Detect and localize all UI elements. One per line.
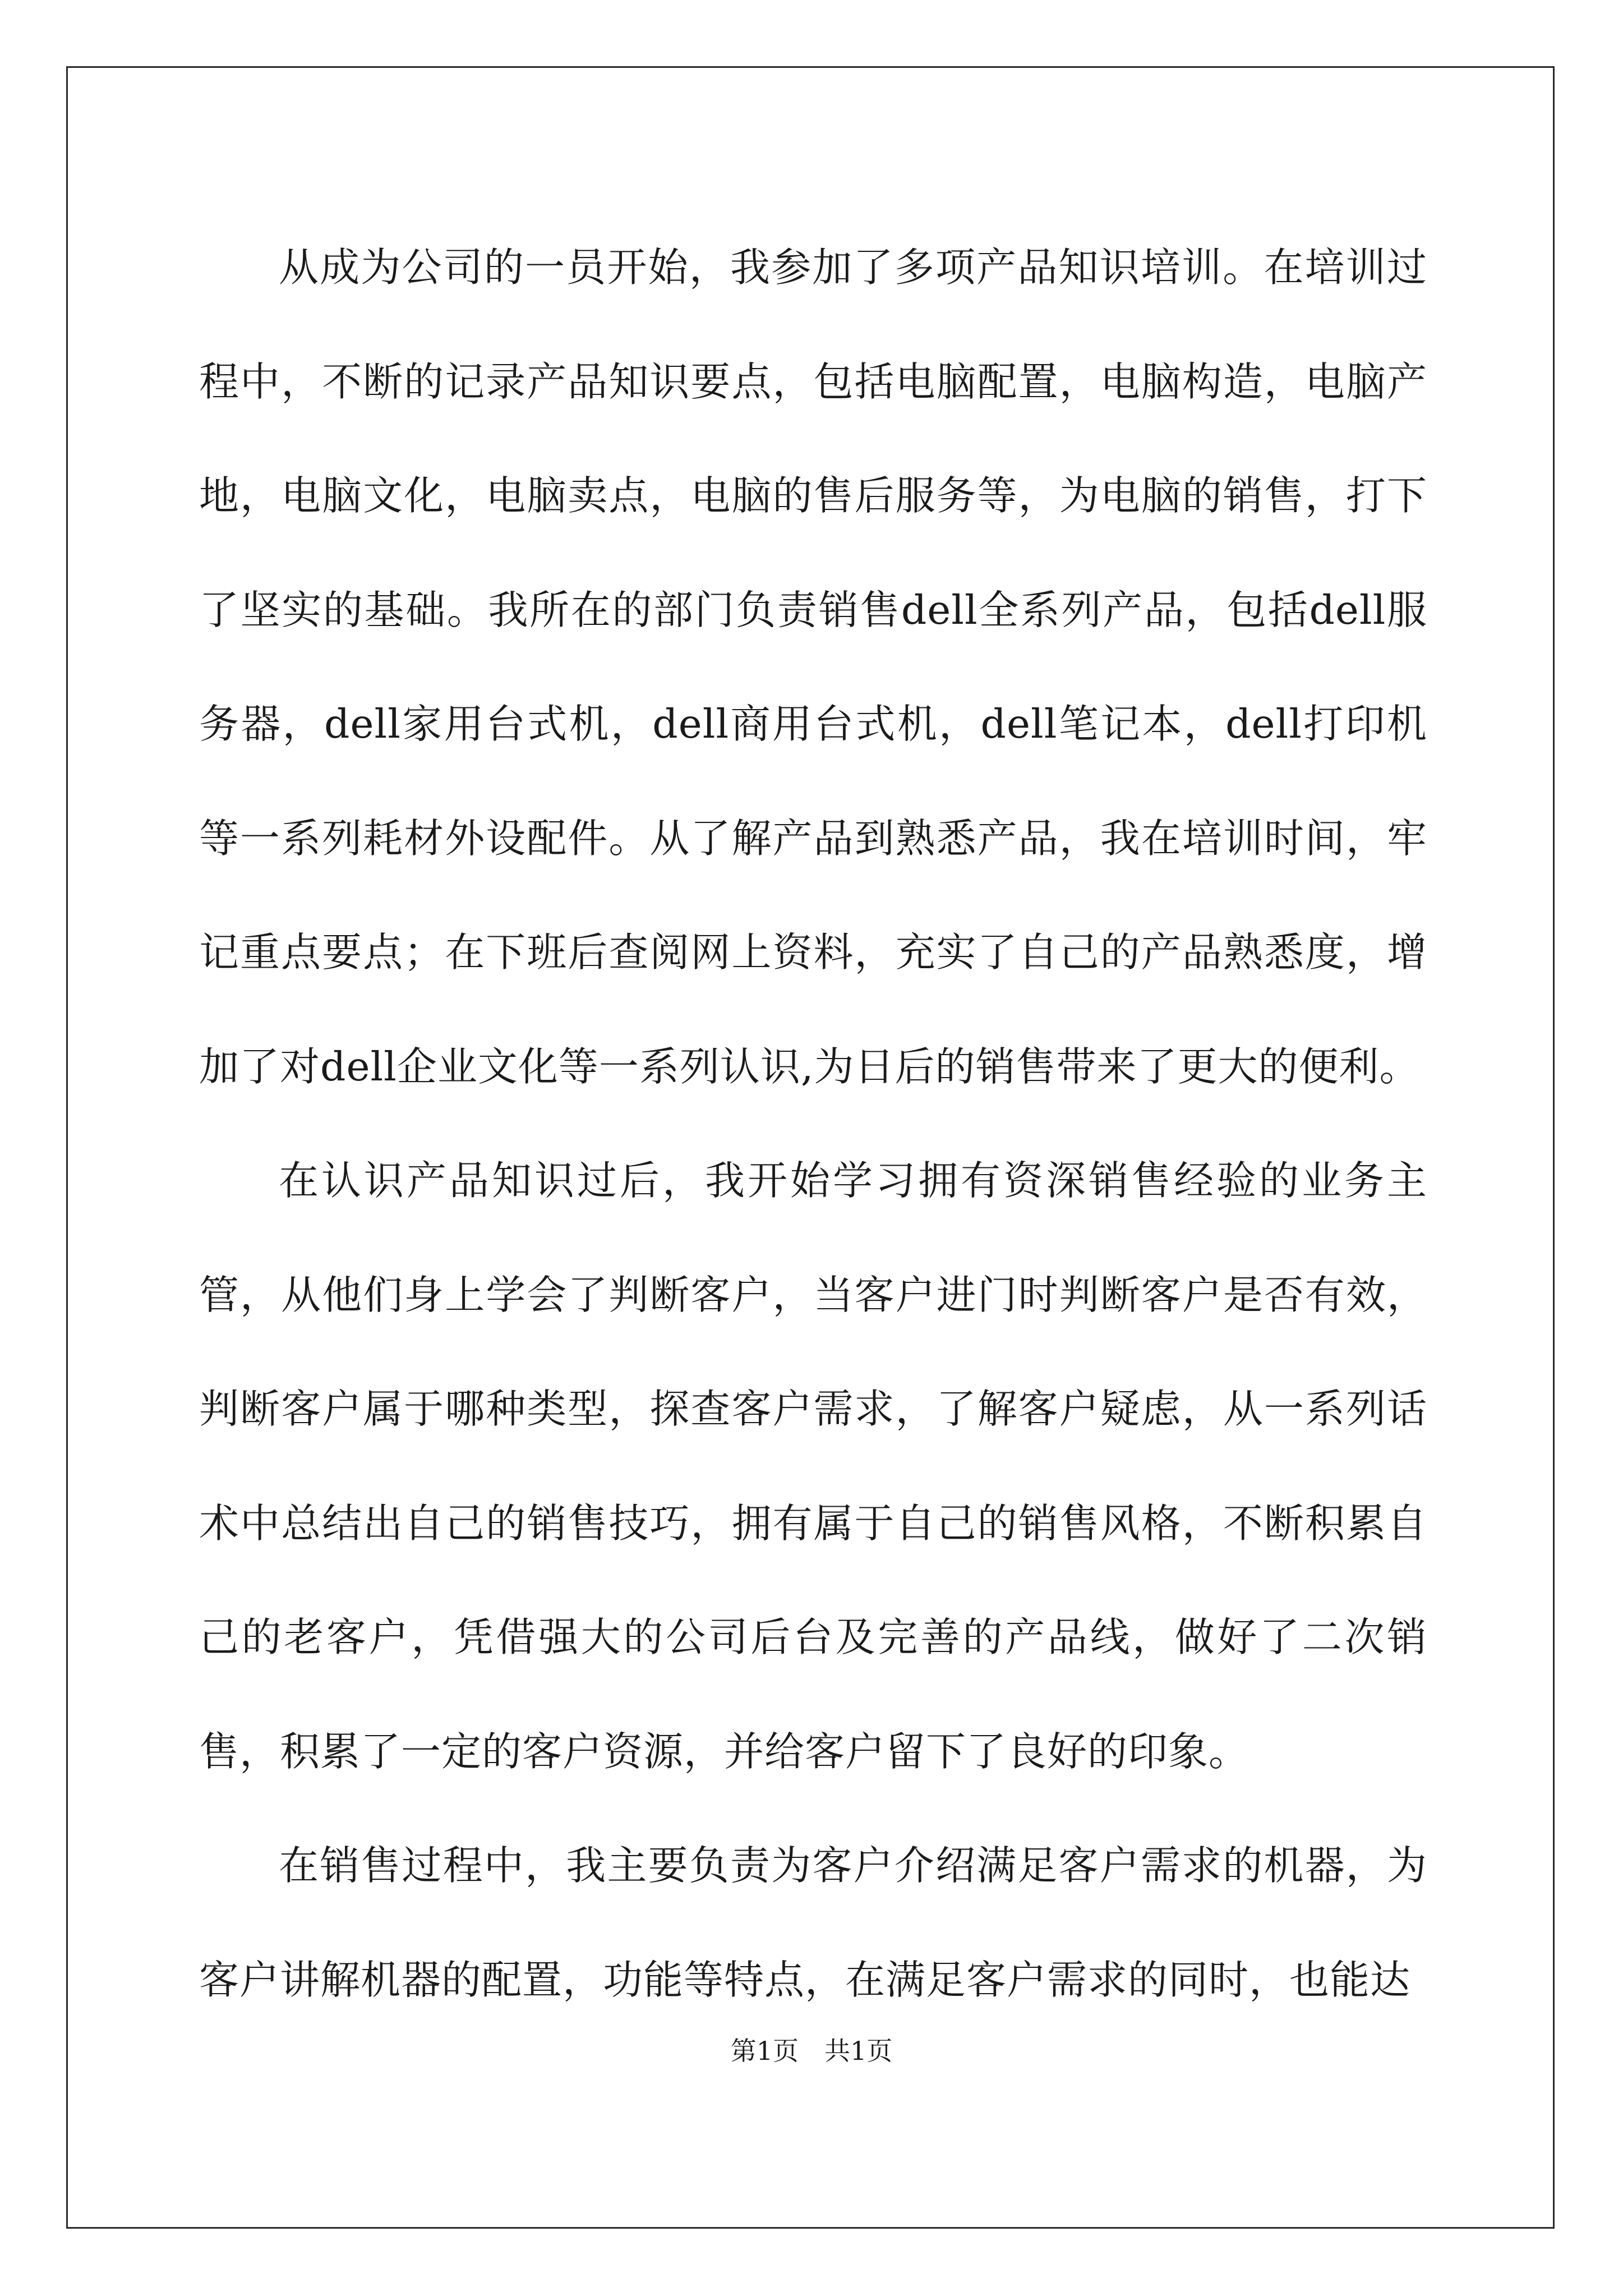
page-number-current: 第1页 <box>730 2036 799 2066</box>
page-number-total: 共1页 <box>824 2036 893 2066</box>
paragraph-2: 在认识产品知识过后，我开始学习拥有资深销售经验的业务主管，从他们身上学会了判断客户，当客户进门时判断客户是否有效，判断客户属于哪种类型，探查客户需求，了解客户疑虑，从一系列话术中总结出自己的销售技巧，拥有属于自己的销售风格，不断积累自己的老客户，凭借强大的公司后台及完善的产品线，做好了二次销售，积累了一定的客户资源，并给客户留下了良好的印象。 <box>199 1157 1427 1775</box>
document-body <box>199 210 1427 2037</box>
paragraph-1: 从成为公司的一员开始，我参加了多项产品知识培训。在培训过程中，不断的记录产品知识要点，包括电脑配置，电脑构造，电脑产地，电脑文化，电脑卖点，电脑的售后服务等，为电脑的销售，打下了坚实的基础。我所在的部门负责销售dell全系列产品，包括dell服务器，dell家用台式机，dell商用台式机，dell笔记本，dell打印机等一系列耗材外设配件。从了解产品到熟悉产品，我在培训时间，牢记重点要点；在下班后查阅网上资料，充实了自己的产品熟悉度，增加了对dell企业文化等一系列认识,为日后的销售带来了更大的便利。 <box>199 244 1427 1090</box>
paragraph-3: 在销售过程中，我主要负责为客户介绍满足客户需求的机器，为客户讲解机器的配置，功能等特点，在满足客户需求的同时，也能达 <box>199 1842 1427 2003</box>
page-footer <box>0 2031 1623 2068</box>
